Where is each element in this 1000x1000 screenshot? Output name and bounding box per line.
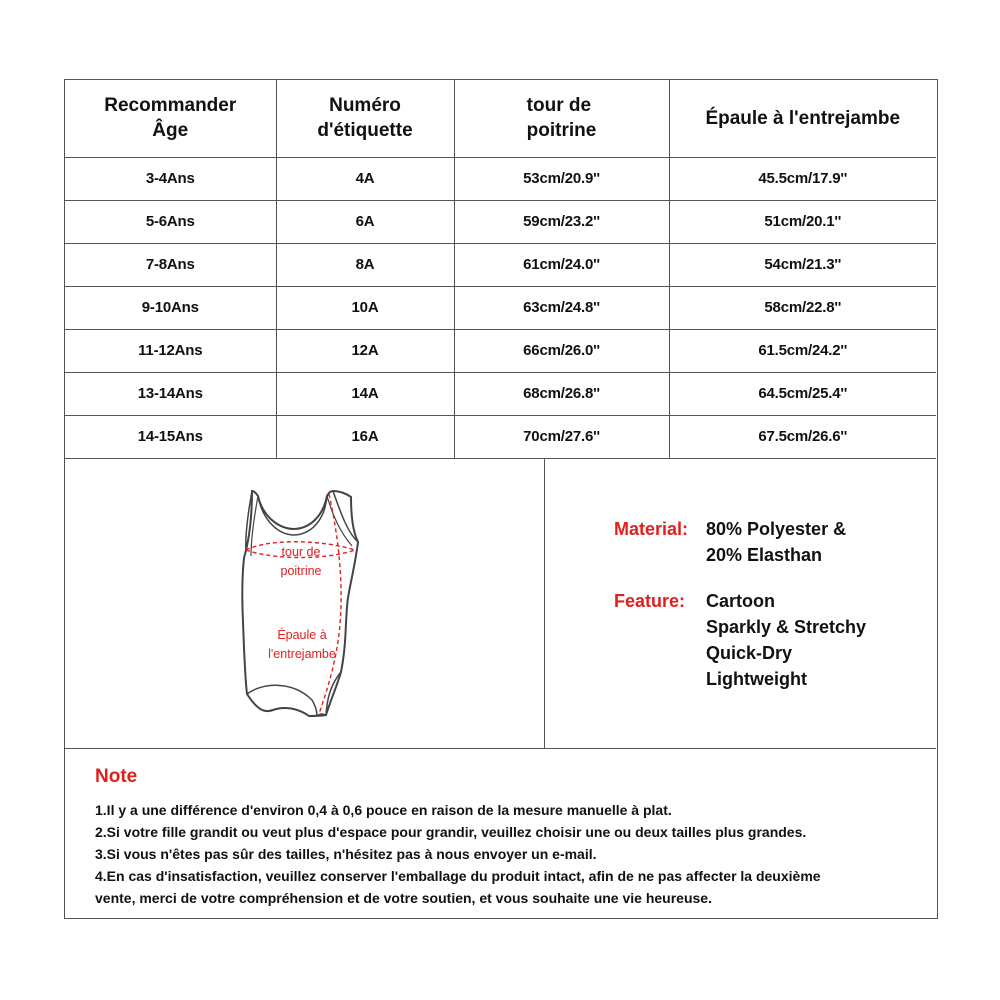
feature-value: Lightweight: [706, 669, 807, 689]
feature-value: Cartoon: [706, 591, 775, 611]
cell-label-number: 10A: [276, 286, 454, 329]
feature-value: Quick-Dry: [706, 643, 793, 663]
product-info-section: [65, 458, 936, 749]
cell-shoulder-to-crotch: 54cm/21.3'': [669, 243, 936, 286]
notes-section: [95, 766, 925, 909]
cell-age: 5-6Ans: [65, 200, 276, 243]
feature-values: [706, 588, 866, 692]
cell-age: 3-4Ans: [65, 157, 276, 200]
cell-chest: 68cm/26.8'': [454, 372, 669, 415]
chest-label-1: tour de: [281, 545, 321, 559]
cell-age: 13-14Ans: [65, 372, 276, 415]
cell-shoulder-to-crotch: 51cm/20.1'': [669, 200, 936, 243]
material-values: [706, 516, 846, 568]
cell-age: 9-10Ans: [65, 286, 276, 329]
cell-label-number: 12A: [276, 329, 454, 372]
cell-chest: 66cm/26.0'': [454, 329, 669, 372]
header-shoulder-to-crotch: Épaule à l'entrejambe: [669, 80, 936, 157]
table-row: [65, 157, 936, 200]
cell-chest: 61cm/24.0'': [454, 243, 669, 286]
header-age: Recommander Âge: [65, 80, 276, 157]
table-row: [65, 243, 936, 286]
feature-value: Sparkly & Stretchy: [706, 617, 867, 637]
cell-shoulder-to-crotch: 67.5cm/26.6'': [669, 415, 936, 458]
chest-label-2: poitrine: [280, 564, 322, 578]
note-line: 4.En cas d'insatisfaction, veuillez conserver l'emballage du produit intact, afin de ne pas affecter la deuxième: [95, 868, 821, 884]
feature-key: Feature:: [614, 591, 686, 611]
cell-age: 11-12Ans: [65, 329, 276, 372]
table-row: [65, 372, 936, 415]
cell-age: 7-8Ans: [65, 243, 276, 286]
note-line: 2.Si votre fille grandit ou veut plus d'espace pour grandir, veuillez choisir une ou deux tailles plus grandes.: [95, 824, 807, 840]
header-chest: tour de poitrine: [454, 80, 669, 157]
cell-shoulder-to-crotch: 64.5cm/25.4'': [669, 372, 936, 415]
cell-label-number: 16A: [276, 415, 454, 458]
material-row: [614, 516, 914, 568]
material-key: Material:: [614, 519, 689, 539]
measurement-diagram: [65, 458, 545, 749]
cell-label-number: 8A: [276, 243, 454, 286]
table-row: [65, 286, 936, 329]
table-row: [65, 329, 936, 372]
cell-age: 14-15Ans: [65, 415, 276, 458]
notes-title: Note: [95, 766, 138, 787]
size-table: [65, 80, 936, 459]
cell-shoulder-to-crotch: 45.5cm/17.9'': [669, 157, 936, 200]
size-chart: [64, 79, 938, 919]
leotard-icon: [242, 491, 358, 716]
length-label-1: Épaule à: [277, 628, 327, 642]
cell-label-number: 6A: [276, 200, 454, 243]
note-line: vente, merci de votre compréhension et de votre soutien, et vous souhaite une vie heureuse.: [95, 890, 712, 906]
table-header-row: [65, 80, 936, 157]
product-specs: [614, 516, 914, 712]
cell-chest: 53cm/20.9'': [454, 157, 669, 200]
note-line: 1.Il y a une différence d'environ 0,4 à 0,6 pouce en raison de la mesure manuelle à plat.: [95, 802, 672, 818]
cell-label-number: 14A: [276, 372, 454, 415]
cell-chest: 70cm/27.6'': [454, 415, 669, 458]
cell-shoulder-to-crotch: 58cm/22.8'': [669, 286, 936, 329]
table-row: [65, 415, 936, 458]
material-value: 20% Elasthan: [706, 545, 823, 565]
cell-shoulder-to-crotch: 61.5cm/24.2'': [669, 329, 936, 372]
note-line: 3.Si vous n'êtes pas sûr des tailles, n'hésitez pas à nous envoyer un e-mail.: [95, 846, 597, 862]
header-label-number: Numéro d'étiquette: [276, 80, 454, 157]
cell-chest: 59cm/23.2'': [454, 200, 669, 243]
cell-chest: 63cm/24.8'': [454, 286, 669, 329]
material-value: 80% Polyester &: [706, 519, 847, 539]
length-label-2: l'entrejambe: [268, 647, 336, 661]
feature-row: [614, 588, 914, 692]
cell-label-number: 4A: [276, 157, 454, 200]
table-row: [65, 200, 936, 243]
